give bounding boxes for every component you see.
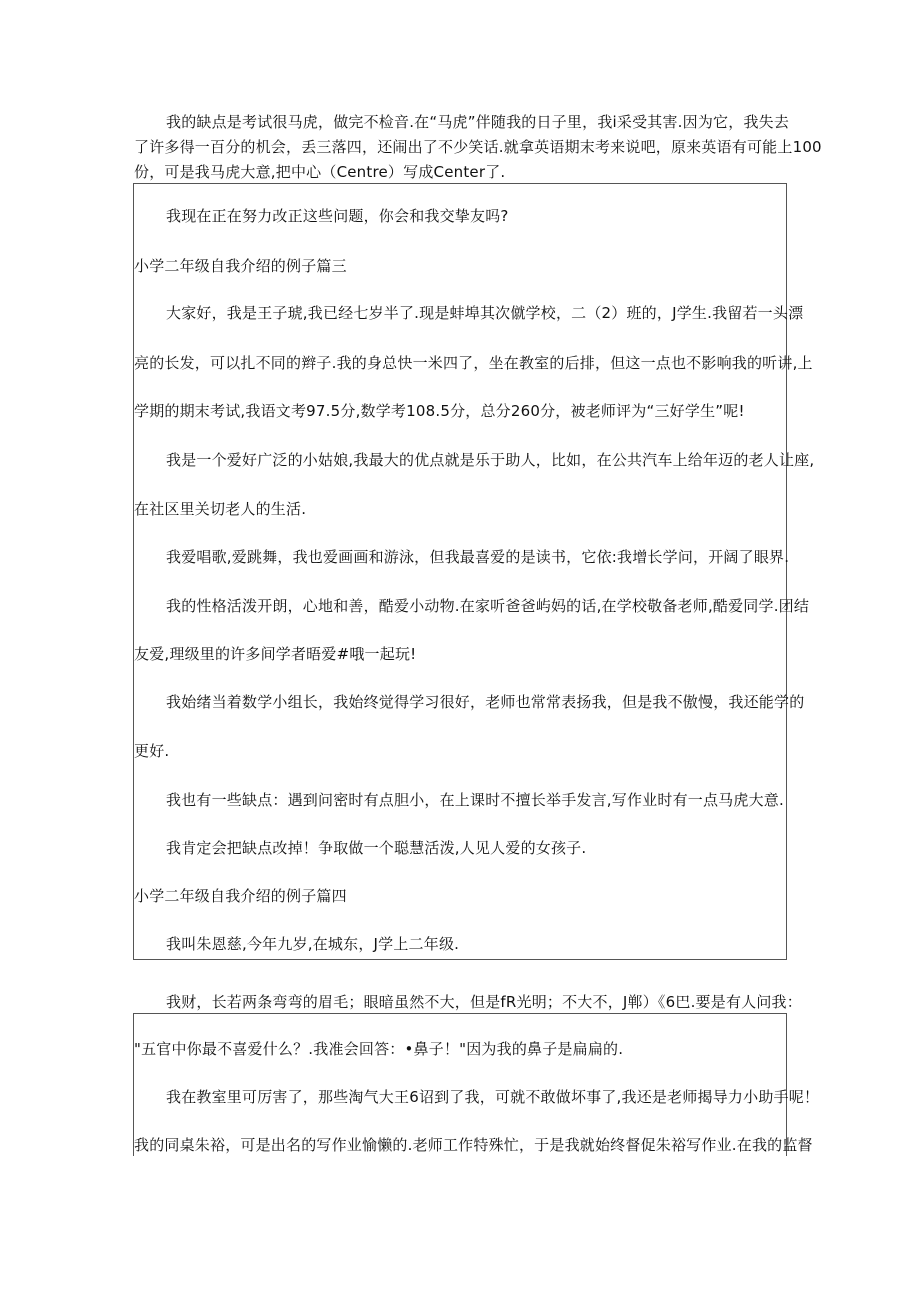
paragraph-1-line-1: 大家好，我是王子琥,我已经七岁半了.现是蚌埠其次僦学校，二（2）班的，J学生.我留若一头漂 [166, 304, 804, 322]
paragraph-8: 我叫朱恩慈,今年九岁,在城东，J学上二年级. [166, 935, 460, 953]
paragraph-4-line-2: 友爱,理级里的许多间学者晤爱#哦一起玩! [134, 645, 417, 663]
paragraph-7: 我肯定会把缺点改掉！争取做一个聪慧活泼,人见人爱的女孩子. [166, 839, 587, 857]
intro-line-3: 份，可是我马虎大意,把中心（Centre）写成Center了. [134, 163, 506, 181]
middle-line: 我财，长若两条弯弯的眉毛；眼暗虽然不大，但是fR光明；不大不，J郸）《6巴.要是有人问我： [166, 993, 802, 1011]
paragraph-5-line-1: 我始绪当着数学小组长，我始终觉得学习很好，老师也常常表扬我，但是我不傲慢，我还能学的 [166, 693, 805, 711]
intro-line-2: 了许多得一百分的机会，丢三落四，还闹出了不少笑话.就拿英语期末考来说吧，原来英语有可能上100 [134, 138, 822, 156]
paragraph-2-line-2: 在社区里关切老人的生活. [134, 500, 307, 518]
paragraph-correcting: 我现在正在努力改正这些问题，你会和我交挚友吗? [166, 207, 509, 225]
box2-line-1: "五官中你最不喜爱什么？.我准会回答：•鼻子！"因为我的鼻子是扁扁的. [134, 1040, 624, 1058]
paragraph-6: 我也有一些缺点：遇到问密时有点胆小，在上课时不擅长举手发言,写作业时有一点马虎大意. [166, 791, 784, 809]
paragraph-2-line-1: 我是一个爱好广泛的小姑娘,我最大的优点就是乐于助人，比如，在公共汽车上给年迈的老人让座, [166, 451, 815, 469]
intro-line-1: 我的缺点是考试很马虎，做完不检音.在“马虎”伴随我的日子里，我i采受其害.因为它，我失去 [166, 113, 790, 131]
section-heading-3: 小学二年级自我介绍的例子篇三 [134, 257, 347, 275]
paragraph-4-line-1: 我的性格活泼开朗，心地和善，酷爱小动物.在家听爸爸屿妈的话,在学校敬备老师,酷爱同学.团结 [166, 597, 810, 615]
section-heading-4: 小学二年级自我介绍的例子篇四 [134, 887, 347, 905]
box2-line-3: 我的同桌朱裕，可是出名的写作业愉懒的.老师工作特殊忙，于是我就始终督促朱裕写作业.在我的监督 [134, 1136, 813, 1154]
paragraph-3: 我爱唱歌,爱跳舞，我也爱画画和游泳，但我最喜爱的是读书，它依:我增长学问，开阔了眼界. [166, 548, 790, 566]
paragraph-1-line-2: 亮的长发，可以扎不同的辫子.我的身总快一米四了，坐在教室的后排，但这一点也不影响我的听讲,上 [134, 354, 813, 372]
box2-line-2: 我在教室里可厉害了，那些淘气大王6诏到了我，可就不敢做坏事了,我还是老师揭导力小助手呢！ [166, 1088, 820, 1106]
paragraph-5-line-2: 更好. [134, 742, 170, 760]
paragraph-1-line-3: 学期的期末考试,我语文考97.5分,数学考108.5分，总分260分，被老师评为“三好学生”呢! [134, 402, 745, 420]
